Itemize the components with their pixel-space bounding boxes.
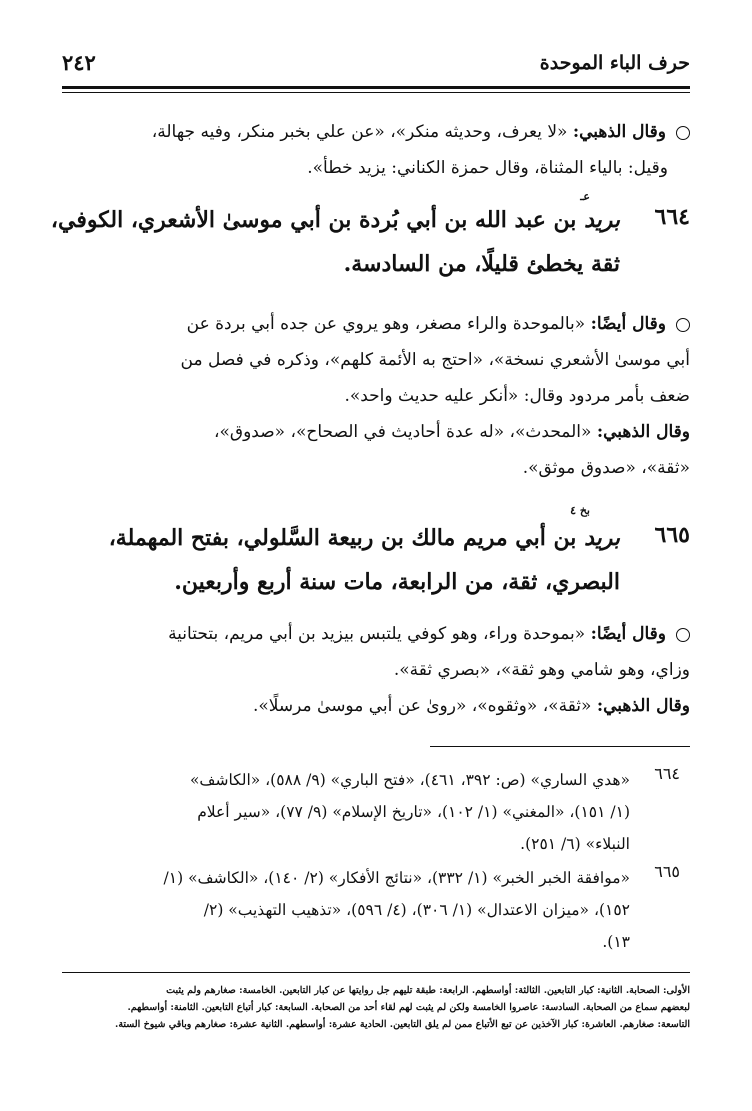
note-block-664 [62, 306, 690, 486]
note-text: «ثقة»، «وثقوه»، «روىٰ عن أبي موسىٰ مرسلًا». [252, 696, 597, 716]
header-rule-thick [62, 86, 690, 89]
note-text: «بالموحدة والراء مصغر، وهو يروي عن جده أبي بردة عن [186, 314, 591, 334]
note-line [62, 114, 690, 150]
note-line: وقيل: بالياء المثناة، وقال حمزة الكناني: يزيد خطأ». [307, 158, 668, 178]
note-line [62, 688, 690, 724]
tiers-glossary [62, 982, 690, 1033]
note-speaker: وقال الذهبي: [596, 422, 690, 442]
entry-line [50, 198, 620, 242]
note-speaker: وقال الذهبي: [572, 122, 666, 142]
note-text: «بموحدة وراء، وهو كوفي يلتبس بيزيد بن أبي مريم، بتحتانية [168, 624, 591, 644]
entry-line: ثقة يخطئ قليلًا، من السادسة. [343, 251, 620, 277]
entry-number: ٦٦٥ [654, 522, 690, 548]
page-header [62, 48, 690, 82]
note-block-top [62, 114, 690, 186]
footnote-664 [62, 764, 690, 860]
note-text: «المحدث»، «له عدة أحاديث في الصحاح»، «صدوق»، [214, 422, 597, 442]
glossary-line: التاسعة: صغارهم. العاشرة: كبار الآخذين عن تبع الأتباع ممن لم يلق التابعين. الحادية عشرة: أواسطهم. الثانية عشرة: صغارهم وباقي شيوخ الستة. [115, 1019, 690, 1030]
entry-text: بن عبد الله بن أبي بُردة بن أبي موسىٰ الأشعري، الكوفي، [50, 207, 585, 233]
bullet-circle-icon [676, 318, 690, 332]
page-number: ٢٤٢ [62, 50, 96, 75]
glossary-line: الأولى: الصحابة. الثانية: كبار التابعين. الثالثة: أواسطهم. الرابعة: طبقة تليهم جل روايتها عن كبار التابعين. الخامسة: صغارهم ولم يثبت [166, 985, 690, 996]
footnote-number: ٦٦٥ [654, 862, 680, 881]
bullet-circle-icon [676, 628, 690, 642]
note-line [62, 306, 690, 342]
note-line: وزاي، وهو شامي وهو ثقة»، «بصري ثقة». [393, 660, 690, 680]
footnote-line: ١٥٢)، «ميزان الاعتدال» (١/ ٣٠٦)، (٤/ ٥٩٦)، «تذهيب التهذيب» (٢/ [203, 901, 630, 919]
footnote-number: ٦٦٤ [654, 764, 680, 783]
note-text: «لا يعرف، وحديثه منكر»، «عن علي بخبر منكر، وفيه جهالة، [151, 122, 573, 142]
entry-text: بن أبي مريم مالك بن ربيعة السَّلولي، بفتح المهملة، [108, 525, 585, 551]
footnote-665 [62, 862, 690, 958]
entry-number: ٦٦٤ [654, 204, 690, 230]
note-speaker: وقال أيضًا: [590, 624, 666, 644]
note-speaker: وقال الذهبي: [596, 696, 690, 716]
note-line [62, 414, 690, 450]
glossary-separator [62, 972, 690, 973]
entry-line [62, 516, 620, 560]
entry-line: البصري، ثقة، من الرابعة، مات سنة أربع وأربعين. [174, 569, 620, 595]
header-rule-thin [62, 92, 690, 93]
footnote-line: «موافقة الخبر الخبر» (١/ ٣٣٢)، «نتائج الأفكار» (٢/ ١٤٠)، «الكاشف» (١/ [163, 869, 630, 887]
footnote-line: (١/ ١٥١)، «المغني» (١/ ١٠٢)، «تاريخ الإسلام» (٩/ ٧٧)، «سير أعلام [197, 803, 630, 821]
footnote-separator [430, 746, 690, 747]
footnote-line: النبلاء» (٦/ ٢٥١). [520, 835, 630, 853]
glossary-line: لبعضهم سماع من الصحابة. السادسة: عاصروا الخامسة ولكن لم يثبت لهم لقاء أحد من الصحابة. السابعة: كبار أتباع التابعين. الثامنة: أواسطهم. [127, 1002, 690, 1013]
book-symbol-mark: عـ [580, 190, 590, 203]
narrator-name: بريد [584, 207, 620, 233]
bullet-circle-icon [676, 126, 690, 140]
footnote-line: «هدي الساري» (ص: ٣٩٢، ٤٦١)، «فتح الباري» (٩/ ٥٨٨)، «الكاشف» [189, 771, 630, 789]
footnote-line: ١٣). [602, 933, 630, 951]
note-line [62, 616, 690, 652]
book-symbol-mark: بخ ٤ [570, 504, 590, 517]
note-line: «ثقة»، «صدوق موثق». [522, 458, 690, 478]
note-line: أبي موسىٰ الأشعري نسخة»، «احتج به الأئمة كلهم»، وذكره في فصل من [180, 350, 690, 370]
note-line: ضعف بأمر مردود وقال: «أنكر عليه حديث واحد». [344, 386, 690, 406]
running-title: حرف الباء الموحدة [539, 52, 690, 74]
note-speaker: وقال أيضًا: [590, 314, 666, 334]
narrator-name: بريد [584, 525, 620, 551]
note-block-665 [62, 616, 690, 724]
